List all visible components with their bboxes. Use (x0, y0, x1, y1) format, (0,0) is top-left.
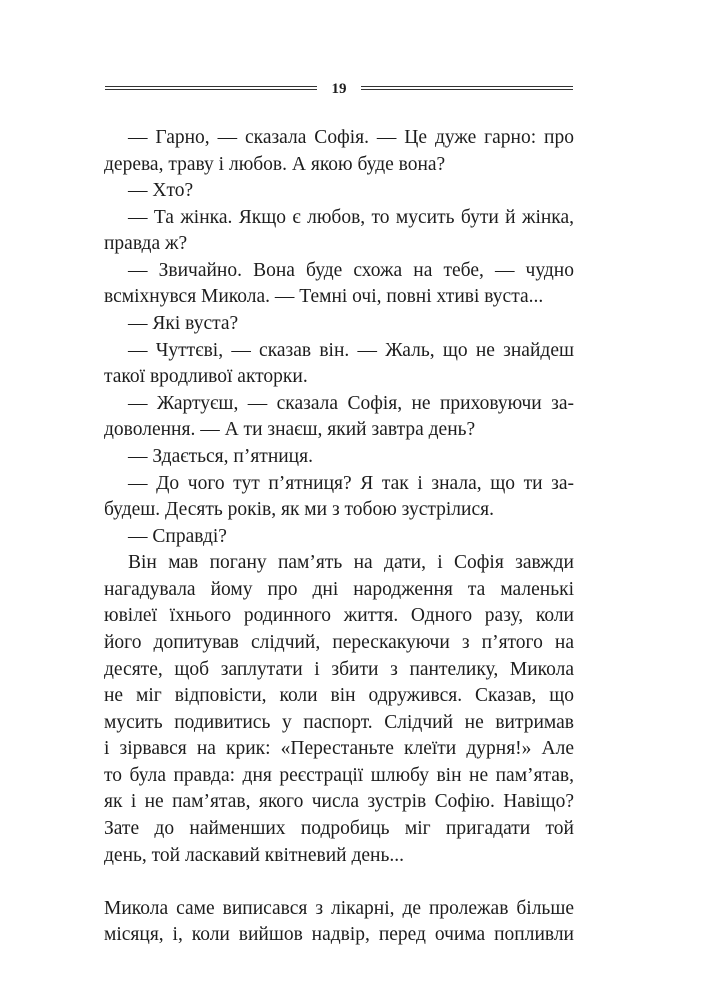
text-line: не міг відповісти, коли він одружився. Сказав, що (104, 685, 574, 707)
text-line: Микола саме виписався з лікарні, де пролежав більше (104, 897, 574, 919)
text-line: ювілеї їхнього родинного життя. Одного разу, коли (104, 605, 574, 627)
text-line: Зате до найменших подробиць міг пригадати той (104, 818, 574, 840)
text-line: десяте, щоб заплутати і збити з пантелику, Микола (104, 658, 574, 680)
text-line: то була правда: дня реєстрації шлюбу він не пам’ятав, (104, 764, 574, 786)
page-number: 19 (331, 81, 347, 97)
section-break (104, 869, 574, 896)
page-header (105, 79, 573, 99)
text-line: — До чого тут п’ятниця? Я так і знала, що ти за- (128, 472, 574, 494)
text-line: і зірвався на крик: «Перестаньте клеїти дурня!» Але (104, 738, 574, 760)
text-line: — Які вуста? (128, 313, 239, 335)
text-line: як і не пам’ятав, якого числа зустрів Софію. Навіщо? (104, 791, 574, 813)
text-line: — Здається, п’ятниця. (128, 445, 313, 467)
text-line: — Гарно, — сказала Софія. — Це дуже гарно: про (128, 127, 574, 148)
text-line: нагадувала йому про дні народження та маленькі (104, 578, 574, 600)
text-line: — Справді? (128, 525, 227, 547)
text-line: — Та жінка. Якщо є любов, то мусить бути й жінка, (128, 206, 574, 228)
text-line: будеш. Десять років, як ми з тобою зустрілися. (104, 499, 494, 521)
text-line: — Жартуєш, — сказала Софія, не приховуючи за- (128, 392, 574, 414)
text-line: його допитував слідчий, перескакуючи з п’ятого на (104, 631, 574, 653)
body-text (104, 125, 574, 949)
text-line: мусить подивитись у паспорт. Слідчий не витримав (104, 711, 574, 733)
text-line: — Чуттєві, — сказав він. — Жаль, що не знайдеш (128, 339, 574, 361)
text-line: такої вродливої акторки. (104, 366, 308, 388)
text-line: доволення. — А ти знаєш, який завтра день? (104, 419, 476, 441)
text-line: — Хто? (128, 180, 194, 202)
text-line: дерева, траву і любов. А якою буде вона? (104, 153, 446, 175)
text-line: Він мав погану пам’ять на дати, і Софія завжди (128, 552, 574, 574)
text-line: правда ж? (104, 233, 188, 255)
text-line: всміхнувся Микола. — Темні очі, повні хтиві вуста... (104, 286, 544, 308)
header-rule-right (361, 86, 573, 90)
text-line: місяця, і, коли вийшов надвір, перед очима попливли (104, 924, 574, 946)
text-line: — Звичайно. Вона буде схожа на тебе, — чудно (128, 259, 574, 281)
text-line: день, той ласкавий квітневий день... (104, 844, 405, 866)
header-rule-left (105, 86, 317, 90)
